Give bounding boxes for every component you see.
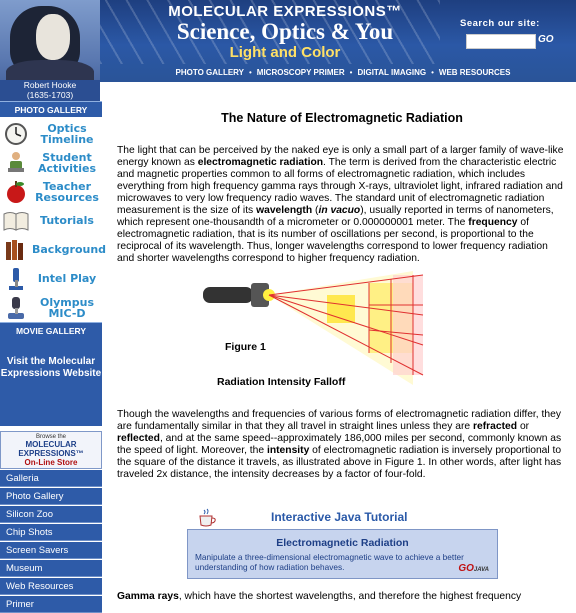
portrait-years: (1635-1703) bbox=[26, 90, 74, 100]
java-tutorial-box[interactable] bbox=[187, 529, 498, 579]
menu-silicon-zoo[interactable]: Silicon Zoo bbox=[0, 506, 102, 523]
menu-web-resources[interactable]: Web Resources bbox=[0, 578, 102, 595]
clock-icon bbox=[0, 119, 32, 148]
movie-gallery-header[interactable]: MOVIE GALLERY bbox=[0, 322, 102, 338]
portrait-caption bbox=[0, 80, 100, 101]
term-intensity: intensity bbox=[266, 445, 310, 456]
sidebar-item-student-activities[interactable] bbox=[0, 148, 102, 177]
student-icon bbox=[0, 148, 32, 177]
term-in-vacuo: in vacuo bbox=[318, 205, 361, 216]
gamma-rays-paragraph bbox=[117, 591, 567, 603]
site-brand[interactable] bbox=[130, 3, 440, 61]
java-tutorial-name: Electromagnetic Radiation bbox=[276, 537, 409, 549]
sidebar-item-background[interactable] bbox=[0, 235, 107, 264]
store-banner-line2: MOLECULAR EXPRESSIONS™ bbox=[18, 440, 84, 458]
java-go-sub: JAVA bbox=[473, 567, 489, 573]
book-icon bbox=[0, 206, 32, 235]
term-reflected: reflected bbox=[117, 433, 160, 444]
java-go-button[interactable] bbox=[458, 563, 489, 574]
term-electromagnetic-radiation: electromagnetic radiation bbox=[197, 157, 324, 168]
menu-primer[interactable]: Primer bbox=[0, 596, 102, 613]
java-tutorial-description: Manipulate a three-dimensional electromagnetic wave to achieve a better understanding of how radiation behaves. bbox=[195, 552, 464, 572]
term-refracted: refracted bbox=[473, 421, 518, 432]
nav-photo-gallery[interactable]: PHOTO GALLERY bbox=[175, 67, 244, 77]
search-go-button[interactable]: GO bbox=[538, 34, 554, 45]
menu-galleria[interactable]: Galleria bbox=[0, 470, 102, 487]
java-cup-icon[interactable] bbox=[196, 506, 218, 528]
menu-photo-gallery[interactable]: Photo Gallery bbox=[0, 488, 102, 505]
digital-microscope-icon bbox=[0, 293, 32, 322]
online-store-banner[interactable] bbox=[0, 431, 102, 469]
sidebar-item-label: Intel Play bbox=[37, 272, 97, 285]
term-gamma-rays: Gamma rays bbox=[117, 591, 179, 602]
sidebar-item-label: Olympus MIC-D bbox=[39, 295, 94, 320]
menu-museum[interactable]: Museum bbox=[0, 560, 102, 577]
store-banner-line3: On-Line Store bbox=[24, 458, 78, 467]
books-icon bbox=[0, 235, 32, 264]
nav-separator: • bbox=[248, 67, 252, 77]
sidebar-item-label: Tutorials bbox=[40, 214, 94, 227]
figure-1 bbox=[117, 275, 567, 403]
brand-sub-text: Light and Color bbox=[229, 44, 341, 61]
menu-chip-shots[interactable]: Chip Shots bbox=[0, 524, 102, 541]
photo-gallery-header[interactable]: PHOTO GALLERY bbox=[0, 101, 102, 117]
text-run: of electromagnetic radiation, that is its number of oscillations per second, is proportional to the reciprocal of its wavelength. Thus, longer wavelengths correspond to lower frequency radiation and shorter wavelengths correspond to higher frequency radiation. bbox=[117, 217, 548, 264]
nav-digital-imaging[interactable]: DIGITAL IMAGING bbox=[357, 67, 427, 77]
text-run: of electromagnetic radiation is inversely proportional to the square of the distance it travels, as illustrated above in Figure 1. In other words, after light has traveled 2x distance, the intensity decreases by a factor of four-fold. bbox=[117, 445, 562, 480]
store-banner-line1: Browse the bbox=[35, 434, 66, 440]
text-run: , and at the same speed--approximately 186,000 miles per second, commonly known as the speed of light. Moreover, the bbox=[117, 433, 562, 456]
flashlight-body bbox=[203, 287, 253, 303]
radiation-falloff-illustration bbox=[203, 275, 423, 385]
sidebar-item-olympus-mic-d[interactable] bbox=[0, 293, 102, 322]
sidebar-item-label: Student Activities bbox=[37, 150, 97, 175]
sidebar-item-label: Background bbox=[32, 243, 107, 256]
intro-paragraph bbox=[117, 145, 567, 265]
sidebar-item-teacher-resources[interactable] bbox=[0, 177, 102, 206]
sidebar-item-intel-play[interactable] bbox=[0, 264, 102, 293]
robert-hooke-portrait bbox=[0, 0, 100, 100]
search-input[interactable] bbox=[466, 34, 536, 49]
sidebar-item-label: Teacher Resources bbox=[35, 179, 99, 204]
text-run: The light that can be perceived by the naked eye is only a small part of a larger family of wave-like energy known as bbox=[117, 145, 564, 168]
text-run: ( bbox=[312, 205, 319, 216]
nav-separator: • bbox=[349, 67, 353, 77]
main-content bbox=[117, 104, 567, 481]
microscope-icon bbox=[0, 264, 32, 293]
java-go-text: GO bbox=[458, 563, 474, 574]
figure-caption: Radiation Intensity Falloff bbox=[217, 376, 346, 388]
sidebar bbox=[0, 101, 107, 610]
text-run: Though the wavelengths and frequencies of various forms of electromagnetic radiation differ, they are fundamentally similar in that they all travel in straight lines unless they are bbox=[117, 409, 561, 432]
text-run: ), usually reported in terms of nanometers, which represent one-thousandth of a micrometer or 0.000000001 meter. The bbox=[117, 205, 554, 228]
nav-separator: • bbox=[431, 67, 434, 77]
text-run: or bbox=[517, 421, 530, 432]
nav-web-resources[interactable]: WEB RESOURCES bbox=[438, 67, 511, 77]
text-run: , which have the shortest wavelengths, and therefore the highest frequency bbox=[178, 591, 522, 602]
second-paragraph bbox=[117, 409, 567, 481]
page-title: The Nature of Electromagnetic Radiation bbox=[221, 111, 463, 125]
interactive-java-tutorial-title[interactable]: Interactive Java Tutorial bbox=[271, 510, 408, 524]
brand-top-text: MOLECULAR EXPRESSIONS™ bbox=[168, 3, 402, 20]
menu-screen-savers[interactable]: Screen Savers bbox=[0, 542, 102, 559]
search-label: Search our site: bbox=[460, 18, 540, 29]
sidebar-item-optics-timeline[interactable] bbox=[0, 119, 102, 148]
apple-icon bbox=[0, 177, 32, 206]
sidebar-item-tutorials[interactable] bbox=[0, 206, 102, 235]
portrait-name: Robert Hooke bbox=[23, 80, 77, 90]
term-frequency: frequency bbox=[468, 217, 518, 228]
portrait-face bbox=[36, 14, 70, 60]
text-run: . The term is derived from the characteristic electric and magnetic properties common to all forms of electromagnetic radiation, which includes everything from high frequency gamma rays through X-rays, ultraviolet light, infrared radiation and microwaves to very low frequency radio waves. The standard unit of electromagnetic radiation measurement is the size of its bbox=[117, 157, 563, 216]
nav-microscopy-primer[interactable]: MICROSCOPY PRIMER bbox=[256, 67, 345, 77]
area-plane-3 bbox=[393, 275, 423, 375]
brand-main-text: Science, Optics & You bbox=[176, 19, 394, 44]
top-nav bbox=[118, 64, 568, 80]
figure-label: Figure 1 bbox=[225, 341, 266, 353]
sidebar-item-label: Optics Timeline bbox=[40, 121, 94, 146]
sidebar-links bbox=[0, 117, 107, 322]
visit-molecular-expressions-link[interactable]: Visit the Molecular Expressions Website bbox=[0, 338, 102, 426]
term-wavelength: wavelength bbox=[256, 205, 313, 216]
